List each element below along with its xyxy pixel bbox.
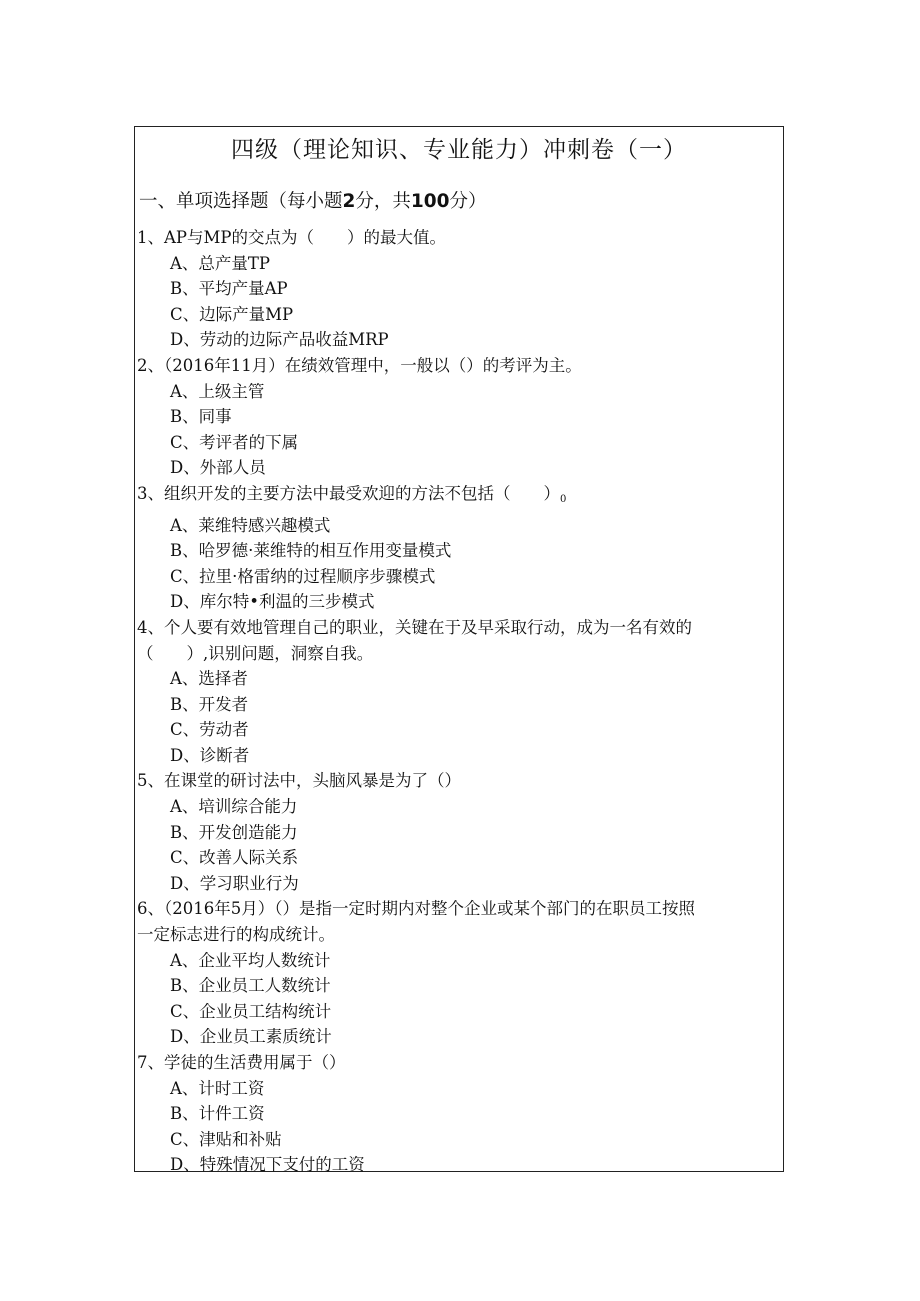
- question-3: [137, 481, 779, 615]
- question-stem: 2、（2016年11月）在绩效管理中，一般以（）的考评为主。: [137, 355, 582, 375]
- option-a: A、总产量TP: [170, 253, 271, 273]
- question-5: [137, 768, 779, 896]
- question-4: [137, 615, 779, 769]
- option-c: C、拉里·格雷纳的过程顺序步骤模式: [170, 566, 436, 586]
- option-d: D、特殊情况下支付的工资: [170, 1155, 365, 1175]
- question-stem-suffix: 0: [560, 493, 567, 505]
- option-a: A、莱维特感兴趣模式: [170, 515, 331, 535]
- exam-title: 四级（理论知识、专业能力）冲刺卷（一）: [231, 137, 687, 163]
- section-mid: 分，共: [355, 191, 411, 212]
- question-stem-continued: （ ）,识别问题，洞察自我。: [137, 643, 374, 663]
- question-list: [137, 225, 779, 1178]
- section-total-score: 100: [410, 191, 450, 212]
- option-a: A、培训综合能力: [170, 797, 298, 817]
- option-c: C、劳动者: [170, 720, 249, 740]
- option-d: D、诊断者: [170, 745, 250, 765]
- option-b: B、同事: [170, 407, 232, 427]
- section-per-score: 2: [342, 191, 356, 212]
- question-6: [137, 896, 779, 1050]
- option-d: D、学习职业行为: [170, 873, 299, 893]
- option-c: C、津贴和补贴: [170, 1129, 282, 1149]
- question-7: [137, 1050, 779, 1178]
- question-stem: 4、个人要有效地管理自己的职业，关键在于及早采取行动，成为一名有效的: [137, 617, 692, 637]
- question-stem: 7、学徒的生活费用属于（）: [137, 1053, 346, 1072]
- exam-table-frame: [134, 126, 784, 1175]
- option-b: B、哈罗德·莱维特的相互作用变量模式: [170, 541, 452, 561]
- question-stem: 5、在课堂的研讨法中，头脑风暴是为了（）: [137, 771, 461, 791]
- option-d: D、企业员工素质统计: [170, 1027, 332, 1047]
- option-c: C、改善人际关系: [170, 848, 299, 868]
- option-b: B、开发创造能力: [170, 822, 298, 842]
- option-b: B、计件工资: [170, 1104, 265, 1124]
- question-stem: [137, 481, 779, 513]
- option-a: A、企业平均人数统计: [170, 950, 331, 970]
- option-c: C、企业员工结构统计: [170, 1001, 332, 1021]
- option-d: D、外部人员: [170, 458, 266, 478]
- option-b: B、企业员工人数统计: [170, 976, 331, 996]
- question-stem: 6、（2016年5月）（）是指一定时期内对整个企业或某个部门的在职员工按照: [137, 899, 695, 919]
- option-a: A、选择者: [170, 669, 248, 689]
- option-c: C、边际产量MP: [170, 304, 294, 324]
- option-a: A、上级主管: [170, 381, 265, 401]
- option-b: B、平均产量AP: [170, 279, 288, 299]
- option-a: A、计时工资: [170, 1078, 265, 1098]
- option-d: D、劳动的边际产品收益MRP: [170, 330, 389, 350]
- section-heading: [139, 187, 487, 213]
- option-b: B、开发者: [170, 694, 249, 714]
- section-prefix: 一、单项选择题（每小题: [139, 191, 343, 212]
- question-stem-text: 3、组织开发的主要方法中最受欢迎的方法不包括（ ）: [137, 483, 560, 503]
- question-stem: 1、AP与MP的交点为（ ）的最大值。: [137, 228, 447, 247]
- question-2: [137, 353, 779, 481]
- question-stem-continued: 一定标志进行的构成统计。: [137, 925, 335, 945]
- question-1: [137, 225, 779, 353]
- option-c: C、考评者的下属: [170, 432, 299, 452]
- section-suffix: 分）: [449, 191, 487, 212]
- option-d: D、库尔特•利温的三步模式: [170, 592, 375, 612]
